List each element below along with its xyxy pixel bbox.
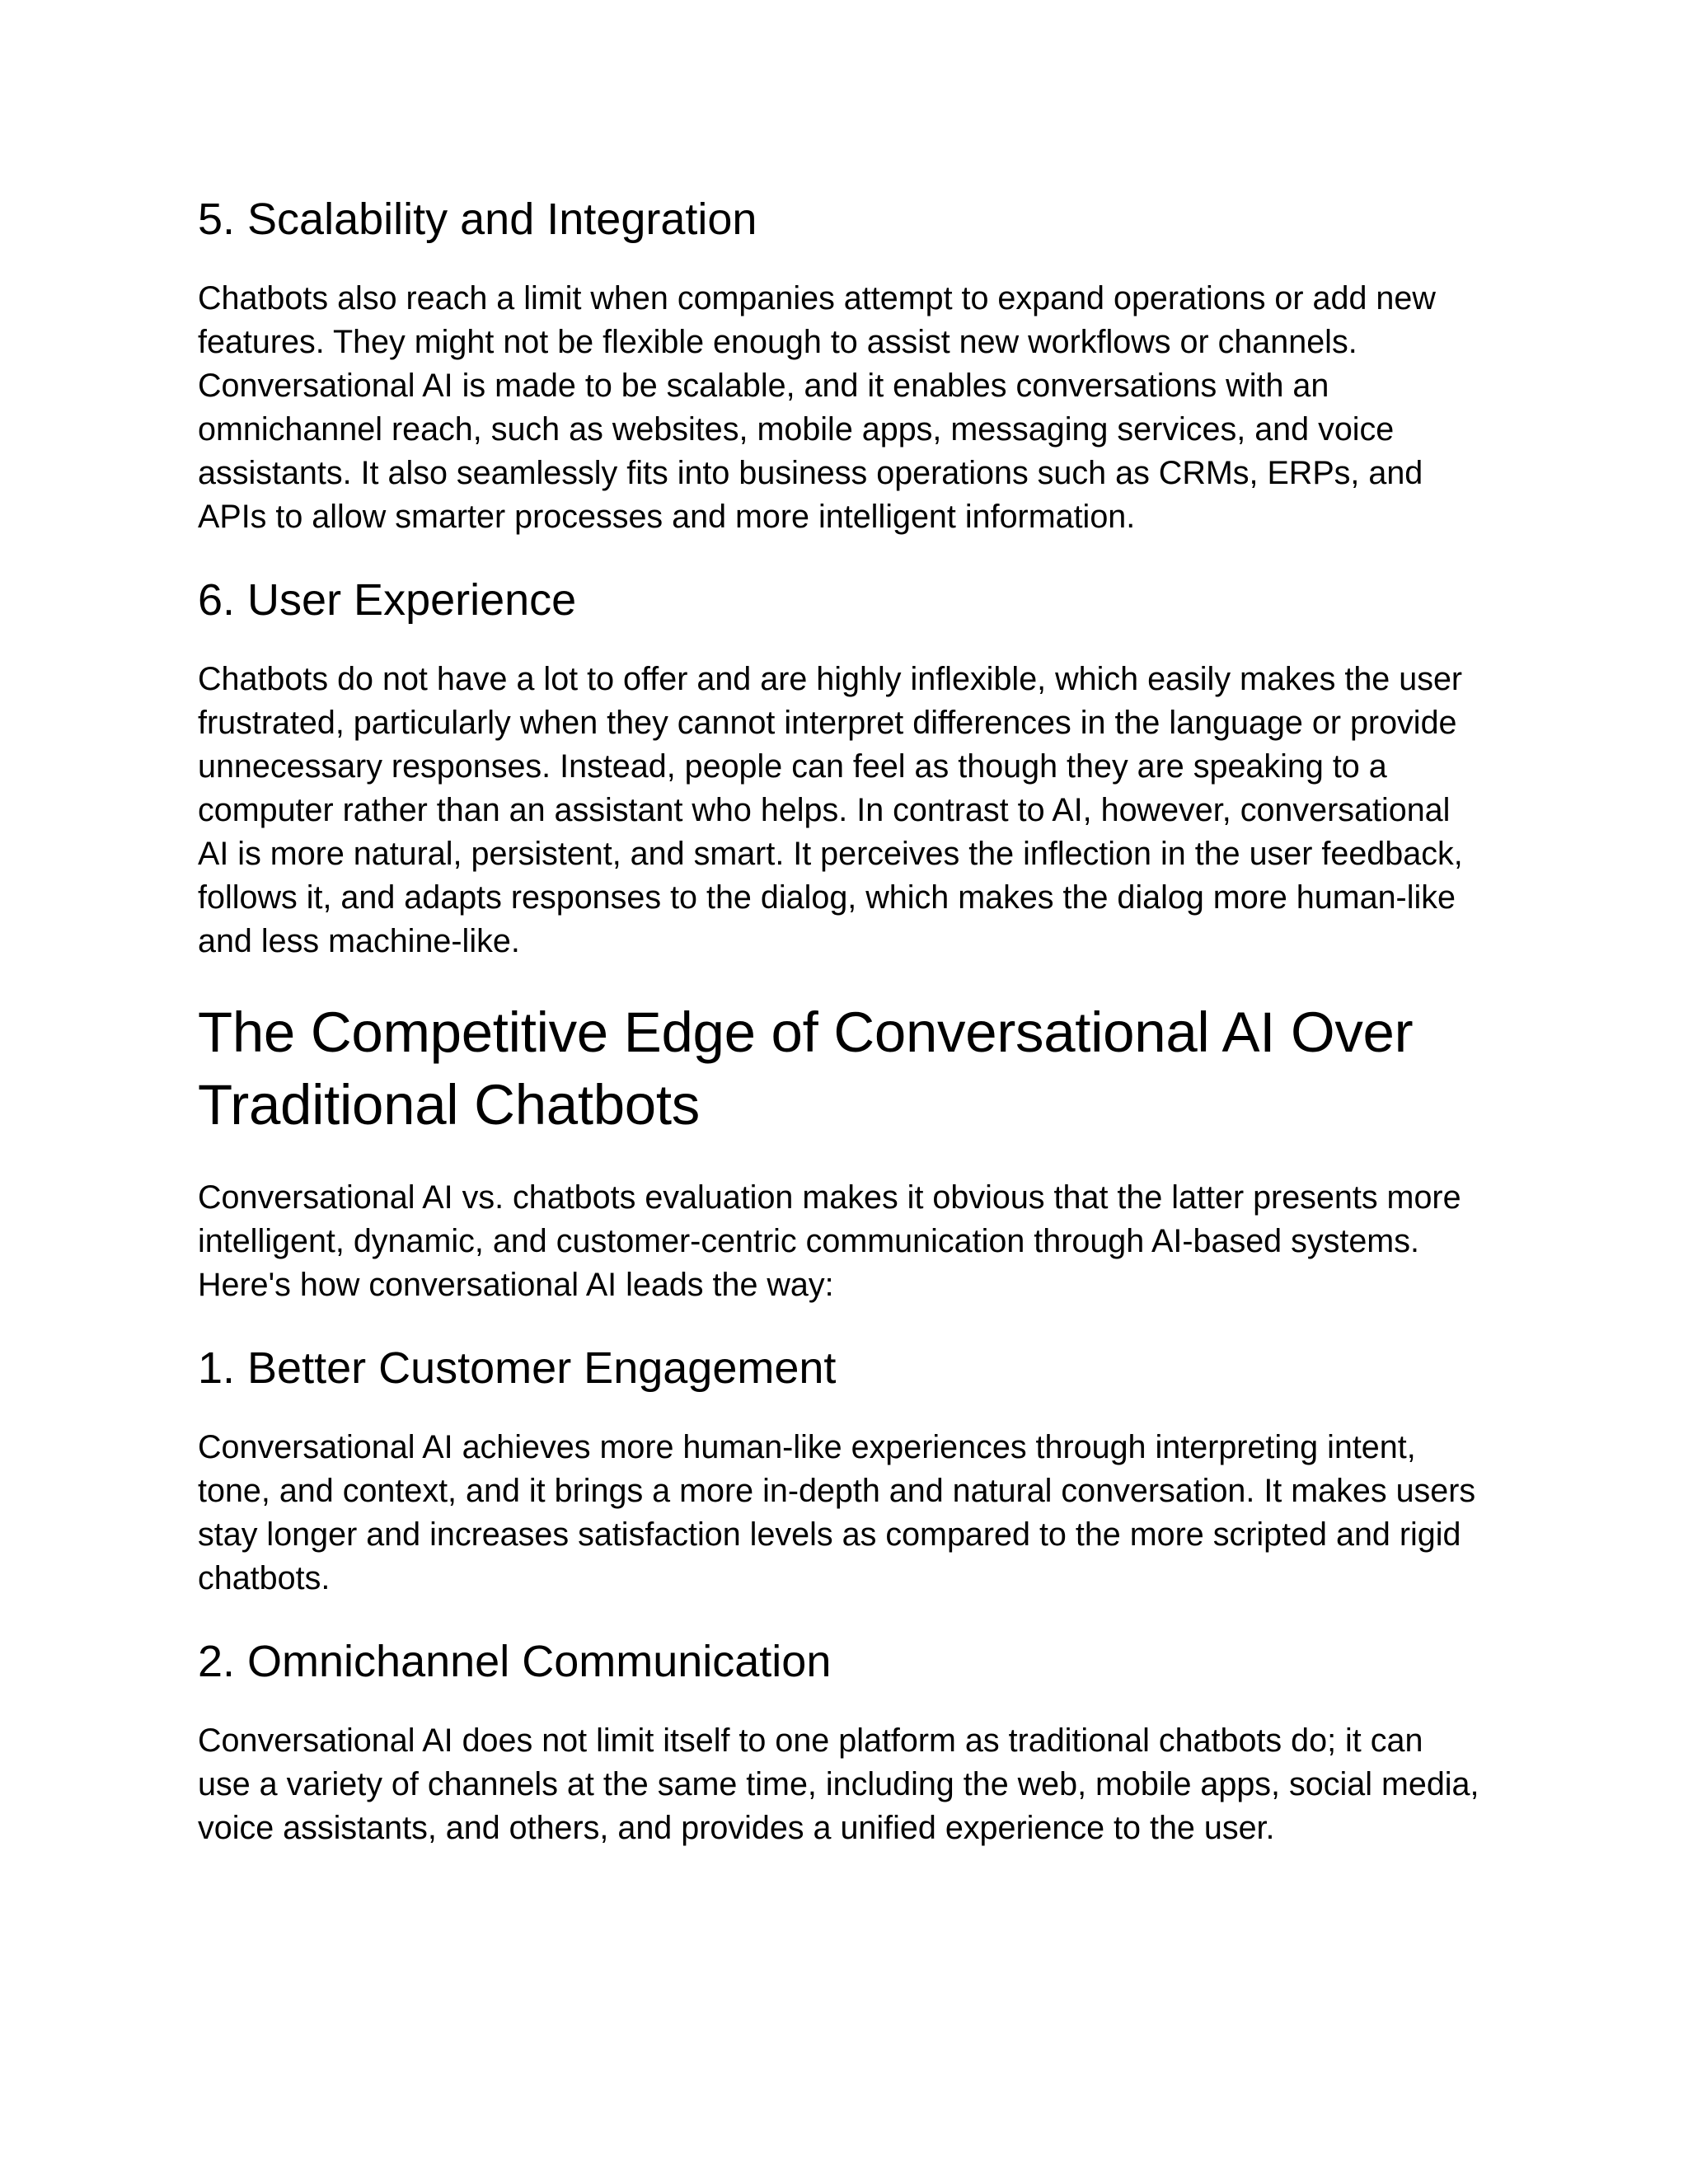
paragraph-user-experience: Chatbots do not have a lot to offer and are highly inflexible, which easily makes the user frustrated, particularly when they cannot interpret differences in the language or provide unnecessary responses. Instead, people can feel as though they are speaking to a computer rather than an assistant who helps. In contrast to AI, however, conversational AI is more natural, persistent, and smart. It perceives the inflection in the user feedback, follows it, and adapts responses to the dialog, which makes the dialog more human-like and less machine-like.: [198, 661, 1463, 959]
heading-user-experience: 6. User Experience: [198, 575, 577, 625]
paragraph-competitive-edge-intro: Conversational AI vs. chatbots evaluation makes it obvious that the latter presents more intelligent, dynamic, and customer-centric communication through AI-based systems. Here's how conversational AI leads the way:: [198, 1179, 1461, 1303]
paragraph-omnichannel-communication: Conversational AI does not limit itself to one platform as traditional chatbots do; it can use a variety of channels at the same time, including the web, mobile apps, social media, voice assistants, and others, and provides a unified experience to the user.: [198, 1722, 1479, 1846]
heading-customer-engagement: 1. Better Customer Engagement: [198, 1343, 837, 1393]
paragraph-customer-engagement: Conversational AI achieves more human-like experiences through interpreting intent, tone, and context, and it brings a more in-depth and natural conversation. It makes users stay longer and increases satisfaction levels as compared to the more scripted and rigid chatbots.: [198, 1429, 1476, 1596]
paragraph-scalability-integration: Chatbots also reach a limit when companies attempt to expand operations or add new features. They might not be flexible enough to assist new workflows or channels. Conversational AI is made to be scalable, and it enables conversations with an omnichannel reach, such as websites, mobile apps, messaging services, and voice assistants. It also seamlessly fits into business operations such as CRMs, ERPs, and APIs to allow smarter processes and more intelligent information.: [198, 280, 1436, 535]
heading-scalability-integration: 5. Scalability and Integration: [198, 194, 757, 244]
heading-omnichannel-communication: 2. Omnichannel Communication: [198, 1637, 832, 1686]
heading-competitive-edge: The Competitive Edge of Conversational AI Over Traditional Chatbots: [198, 1001, 1414, 1137]
document-body: [198, 191, 1484, 1883]
